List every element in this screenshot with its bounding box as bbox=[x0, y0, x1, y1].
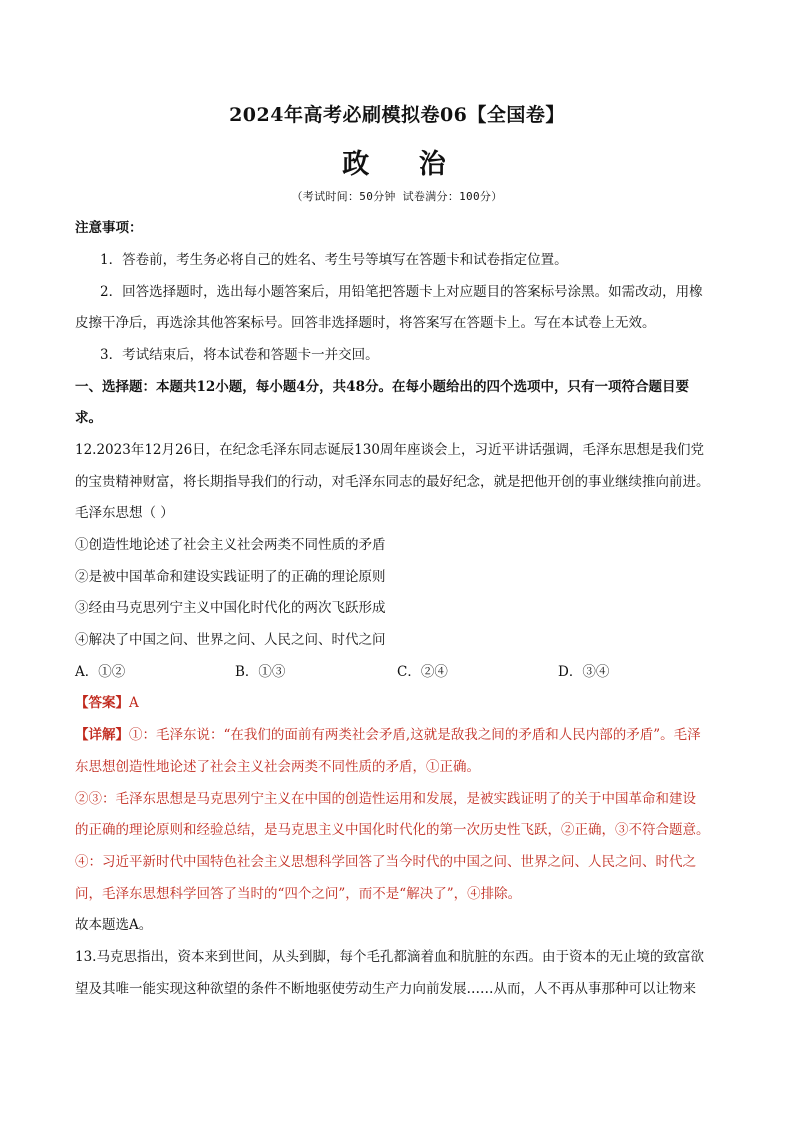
q12-option-b: B．①③ bbox=[235, 664, 286, 680]
q12-statement-1: ①创造性地论述了社会主义社会两类不同性质的矛盾 bbox=[75, 537, 386, 553]
q12-statement-2: ②是被中国革命和建设实践证明了的正确的理论原则 bbox=[75, 569, 386, 585]
q13-stem-line-2: 望及其唯一能实现这种欲望的条件不断地驱使劳动生产力向前发展……从而，人不再从事那种可以让物来 bbox=[75, 981, 696, 997]
q12-detail-line-2: 东思想创造性地论述了社会主义社会两类不同性质的矛盾，①正确。 bbox=[75, 759, 480, 775]
q12-statement-3: ③经由马克思列宁主义中国化时代化的两次飞跃形成 bbox=[75, 600, 386, 616]
q12-stem-line-3: 毛泽东思想（ ） bbox=[75, 505, 174, 521]
exam-info: （考试时间：50分钟 试卷满分：100分） bbox=[291, 190, 503, 203]
q12-detail-line-4: 的正确的理论原则和经验总结，是马克思主义中国化时代化的第一次历史性飞跃，②正确，③不符合题意。 bbox=[75, 822, 710, 838]
notice-item-2-line-2: 皮擦干净后，再选涂其他答案标号。回答非选择题时，将答案写在答题卡上。写在本试卷上无效。 bbox=[75, 315, 656, 331]
subject-heading: 政 治 bbox=[342, 149, 466, 180]
q12-answer bbox=[75, 693, 735, 713]
answer-tag: 【答案】 bbox=[75, 695, 129, 711]
answer-value: A bbox=[129, 695, 139, 711]
q12-stem-line-1: 12.2023年12月26日，在纪念毛泽东同志诞辰130周年座谈会上，习近平讲话强调，毛泽东思想是我们党 bbox=[75, 442, 704, 458]
q13-stem-line-1: 13.马克思指出，资本来到世间，从头到脚，每个毛孔都滴着血和肮脏的东西。由于资本的无止境的致富欲 bbox=[75, 949, 704, 965]
q12-detail-line-1 bbox=[75, 725, 735, 745]
q12-detail-line-5: ④：习近平新时代中国特色社会主义思想科学回答了当今时代的中国之问、世界之问、人民之问、时代之 bbox=[75, 854, 696, 870]
q12-stem-line-2: 的宝贵精神财富，将长期指导我们的行动，对毛泽东同志的最好纪念，就是把他开创的事业继续推向前进。 bbox=[75, 474, 710, 490]
exam-title: 2024年高考必刷模拟卷06【全国卷】 bbox=[229, 104, 565, 126]
q12-detail-line-6: 问，毛泽东思想科学回答了当时的“四个之问”，而不是“解决了”，④排除。 bbox=[75, 886, 522, 902]
q12-option-a: A．①② bbox=[75, 664, 126, 680]
notice-item-1: 1．答卷前，考生务必将自己的姓名、考生号等填写在答题卡和试卷指定位置。 bbox=[100, 252, 568, 268]
section-heading-line-1: 一、选择题：本题共12小题，每小题4分，共48分。在每小题给出的四个选项中，只有一项符合题目要 bbox=[75, 379, 689, 395]
detail-text-1: ①：毛泽东说：“在我们的面前有两类社会矛盾,这就是敌我之间的矛盾和人民内部的矛盾”。毛泽 bbox=[129, 727, 701, 743]
q12-statement-4: ④解决了中国之问、世界之问、人民之问、时代之问 bbox=[75, 632, 386, 648]
notice-heading: 注意事项： bbox=[75, 220, 143, 236]
notice-item-3: 3．考试结束后，将本试卷和答题卡一并交回。 bbox=[100, 347, 379, 363]
q12-detail-line-3: ②③：毛泽东思想是马克思列宁主义在中国的创造性运用和发展，是被实践证明了的关于中国革命和建设 bbox=[75, 791, 696, 807]
q12-option-c: C．②④ bbox=[397, 664, 448, 680]
detail-tag: 【详解】 bbox=[75, 727, 129, 743]
q12-conclusion: 故本题选A。 bbox=[75, 917, 153, 933]
q12-option-d: D．③④ bbox=[558, 664, 610, 680]
section-heading-line-2: 求。 bbox=[75, 410, 102, 426]
notice-item-2-line-1: 2．回答选择题时，选出每小题答案后，用铅笔把答题卡上对应题目的答案标号涂黑。如需改动，用橡 bbox=[100, 284, 703, 300]
